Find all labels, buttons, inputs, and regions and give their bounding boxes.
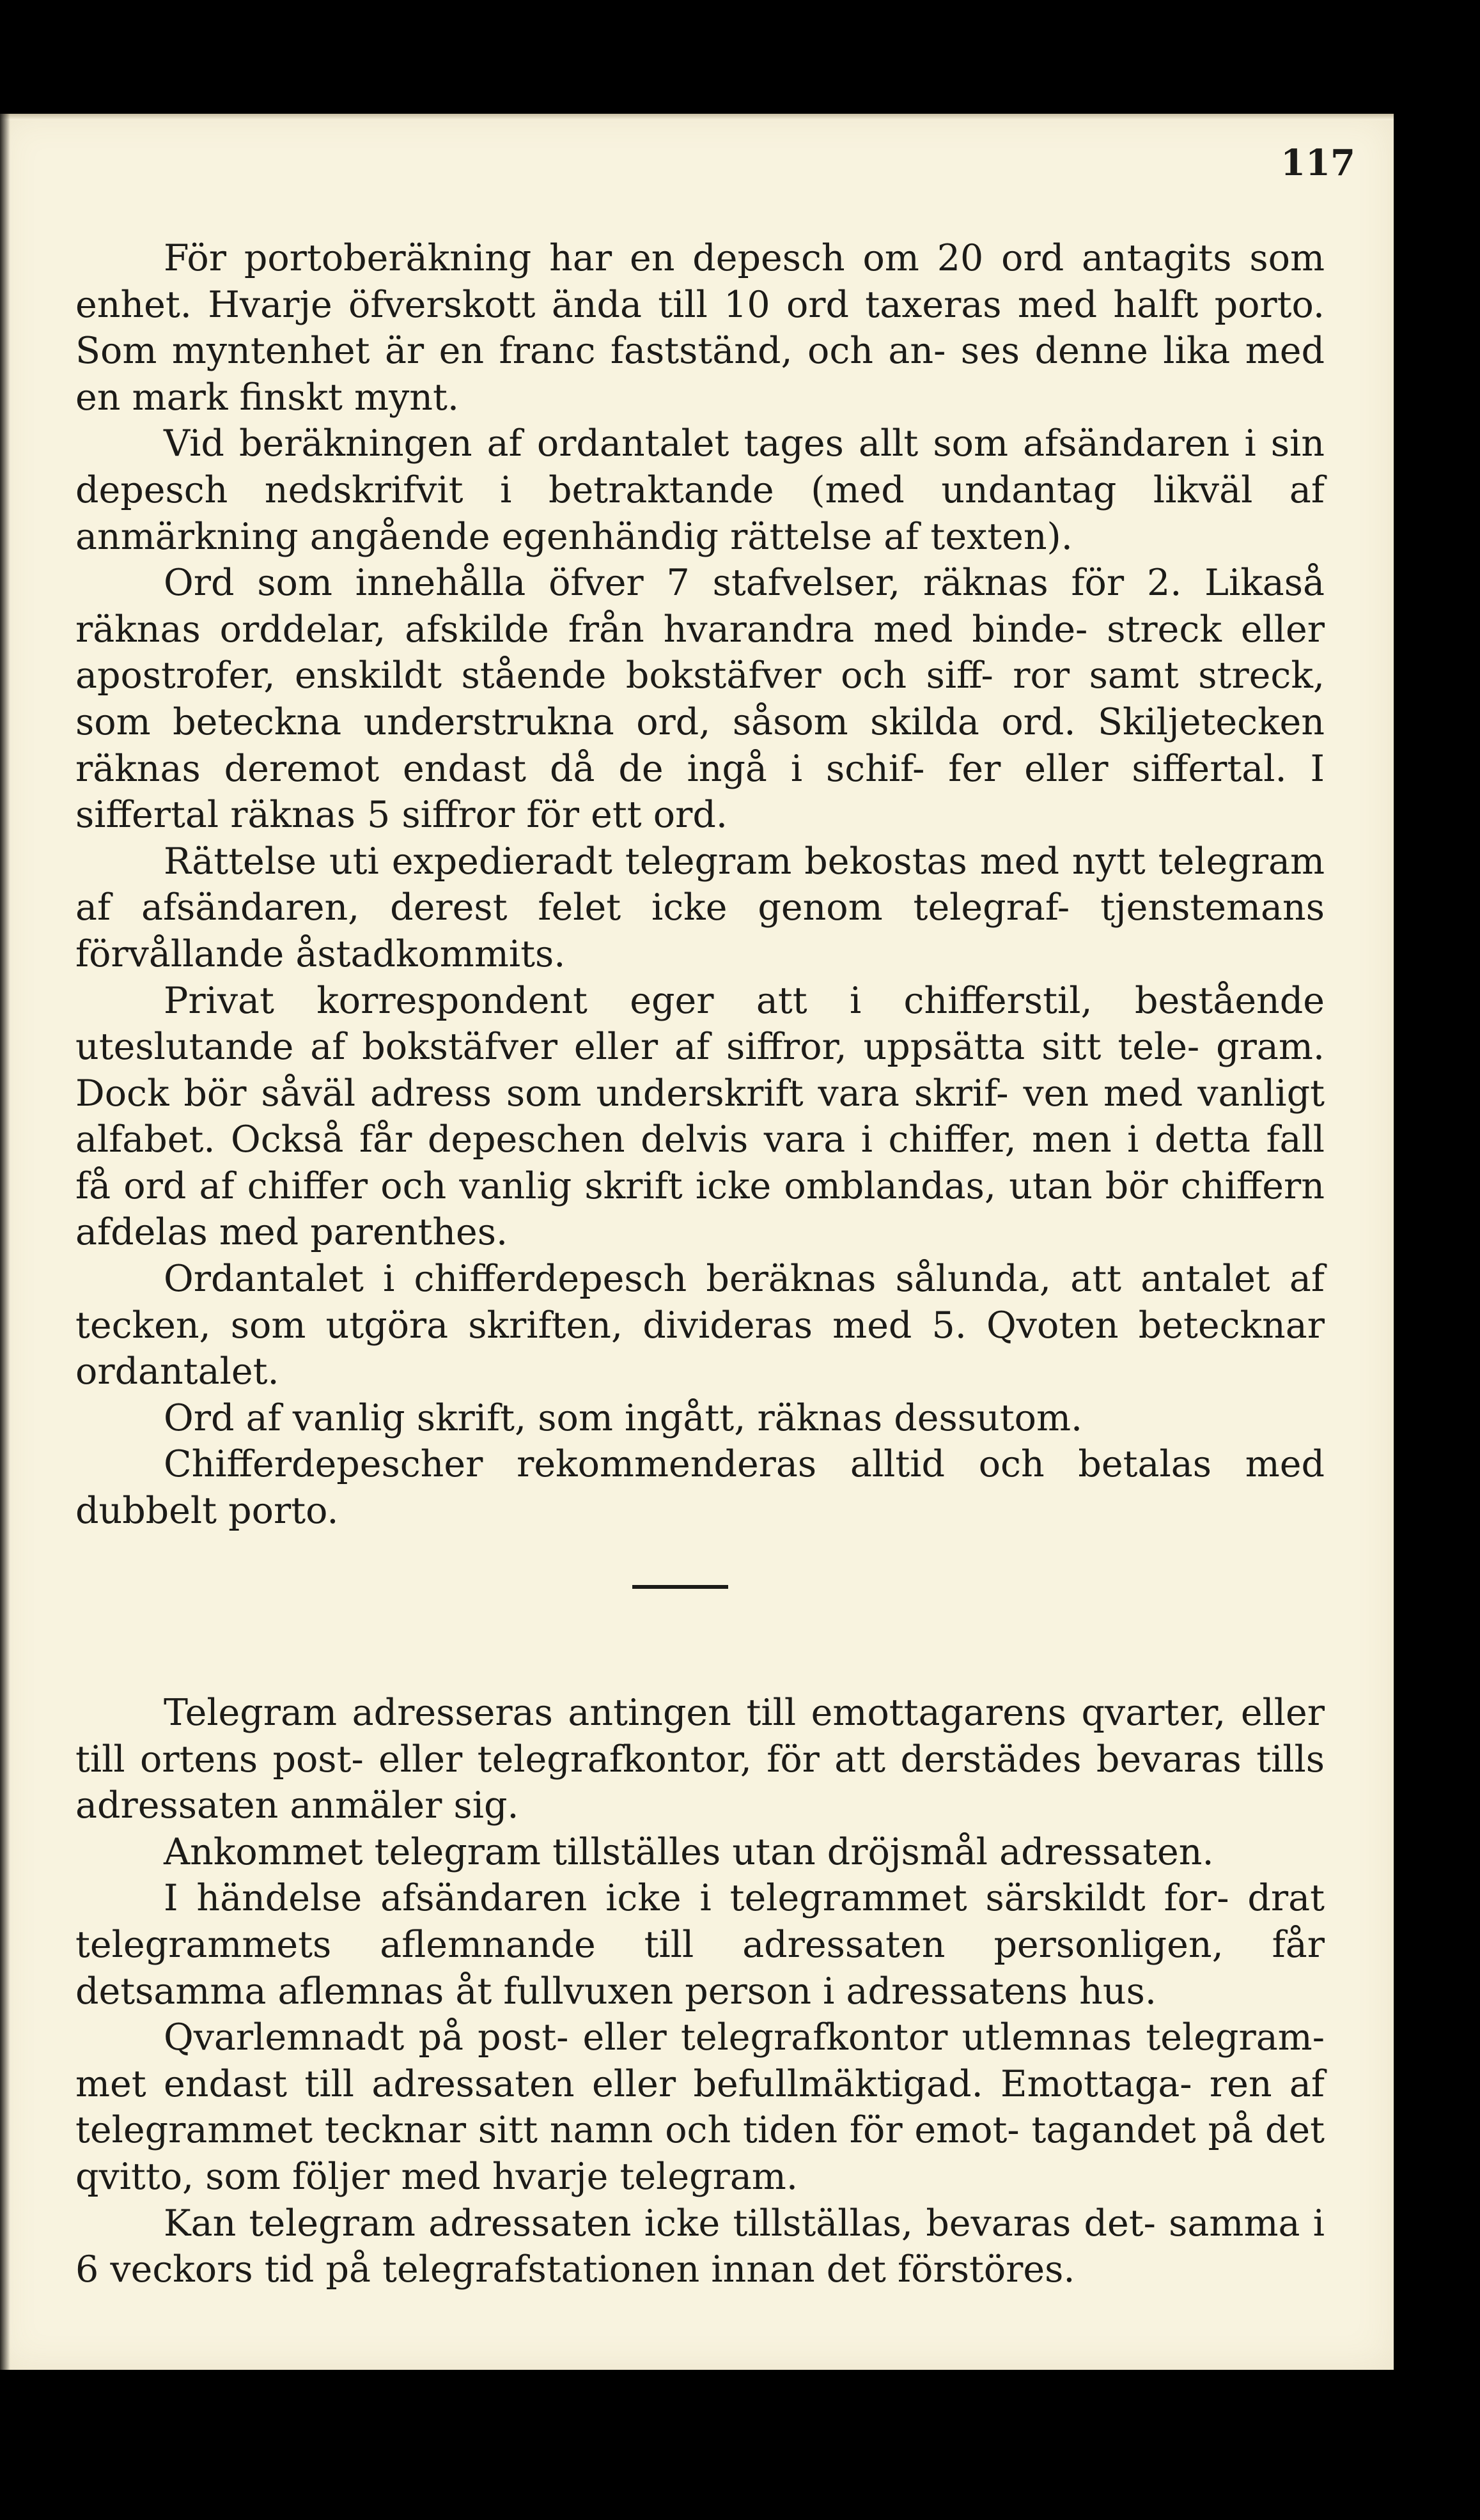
section-divider — [632, 1585, 728, 1589]
paragraph: Kan telegram adressaten icke tillställas, bevaras det- samma i 6 veckors tid på telegrafstationen innan det förstöres. — [75, 2202, 1325, 2291]
paragraph: Vid beräkningen af ordantalet tages allt som afsändaren i sin depesch nedskrifvit i betraktande (med undantag likväl af anmärkning angående egenhändig rättelse af texten). — [75, 422, 1325, 558]
paragraph: För portoberäkning har en depesch om 20 ord antagits som enhet. Hvarje öfverskott ända till 10 ord taxeras med halft porto. Som myntenhet är en franc fastständ, och an- ses denne lika med en mark finskt mynt. — [75, 237, 1325, 419]
paragraph: Privat korrespondent eger att i chifferstil, bestående uteslutande af bokstäfver eller af siffror, uppsätta sitt tele- gram. Dock bör såväl adress som underskrift vara skrif- ven med vanligt alfabet. Också får depeschen delvis vara i chiffer, men i detta fall få ord af chiffer och vanlig skrift icke omblandas, utan bör chiffern afdelas med parenthes. — [75, 979, 1325, 1254]
paragraph: Ankommet telegram tillställes utan dröjsmål adressaten. — [164, 1830, 1214, 1873]
paragraph: Ord af vanlig skrift, som ingått, räknas dessutom. — [164, 1396, 1083, 1439]
paragraph: Telegram adresseras antingen till emottagarens qvarter, eller till ortens post- eller telegrafkontor, för att derstädes bevaras tills adressaten anmäler sig. — [75, 1692, 1325, 1827]
section-word-count-rules — [75, 235, 1325, 1534]
page-top-edge — [0, 114, 1394, 120]
paragraph: Ordantalet i chifferdepesch beräknas sålunda, att antalet af tecken, som utgöra skriften, divideras med 5. Qvoten betecknar ordantalet. — [75, 1258, 1325, 1393]
paragraph: Chifferdepescher rekommenderas alltid och betalas med dubbelt porto. — [75, 1443, 1325, 1533]
paragraph: Qvarlemnadt på post- eller telegrafkontor utlemnas telegram- met endast till adressaten eller befullmäktigad. Emottaga- ren af telegrammet tecknar sitt namn och tiden för emot- tagandet på det qvitto, som följer med hvarje telegram. — [75, 2016, 1325, 2198]
paragraph: I händelse afsändaren icke i telegrammet särskildt for- drat telegrammets aflemnande till adressaten personligen, får detsamma aflemnas åt fullvuxen person i adressatens hus. — [75, 1877, 1325, 2013]
book-page — [0, 114, 1394, 2370]
paragraph: Rättelse uti expedieradt telegram bekostas med nytt telegram af afsändaren, derest felet icke genom telegraf- tjenstemans förvållande åstadkommits. — [75, 840, 1325, 975]
section-delivery-rules — [75, 1690, 1325, 2293]
scan-shadow-left — [0, 114, 10, 2370]
paragraph: Ord som innehålla öfver 7 stafvelser, räknas för 2. Likaså räknas orddelar, afskilde från hvarandra med binde- streck eller apostrofer, enskildt stående bokstäfver och siff- ror samt streck, som beteckna understrukna ord, såsom skilda ord. Skiljetecken räknas deremot endast då de ingå i schif- fer eller siffertal. I siffertal räknas 5 siffror för ett ord. — [75, 562, 1325, 837]
page-number: 117 — [1281, 142, 1355, 184]
